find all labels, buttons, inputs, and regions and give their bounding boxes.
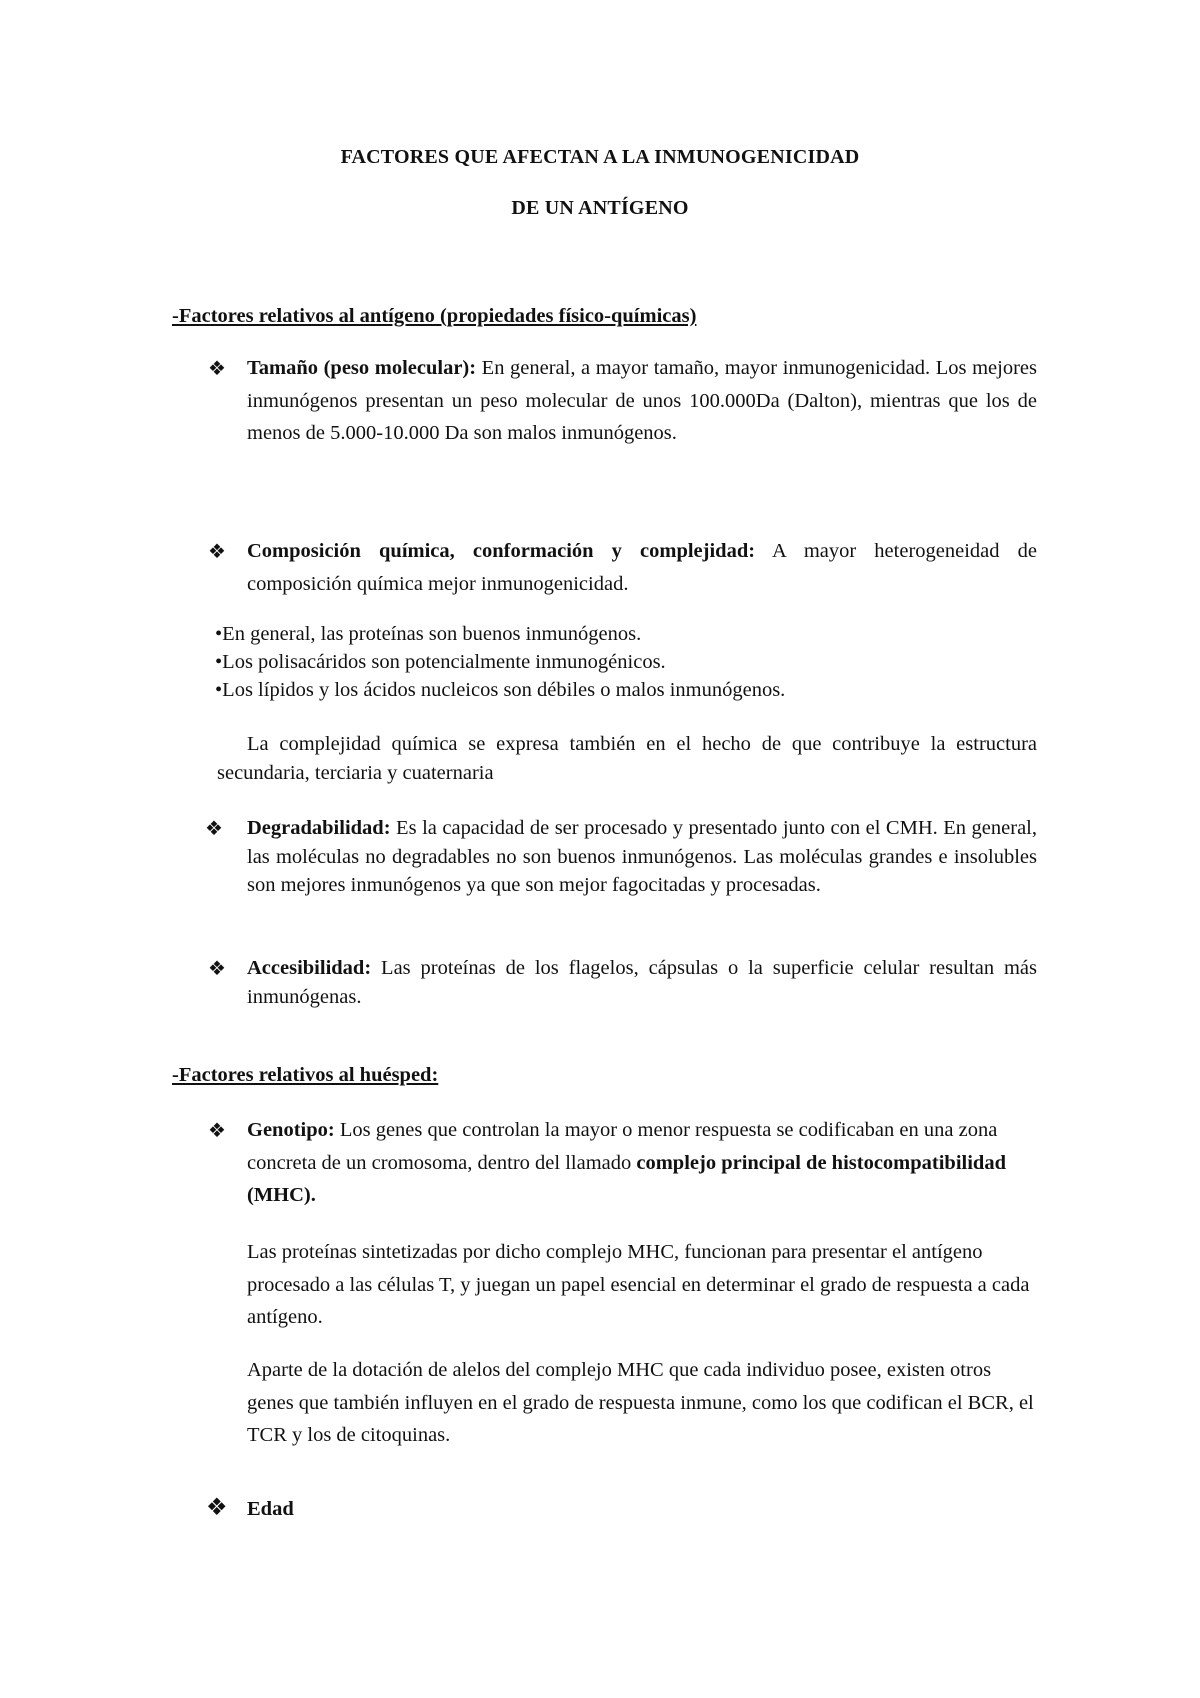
diamond-bullet-icon: ❖	[206, 1495, 228, 1521]
title-line-1: FACTORES QUE AFECTAN A LA INMUNOGENICIDAD	[340, 146, 860, 168]
item-text: Es la capacidad de ser procesado y presentado junto con el CMH. En general, las moléculas no degradables no son buenos inmunógenos. Las moléculas grandes e insolubles son mejores inmunógenos ya que son mejor fagocitadas y procesadas.	[247, 817, 1037, 896]
diamond-bullet-icon: ❖	[208, 358, 226, 380]
title-line-2: DE UN ANTÍGENO	[511, 197, 689, 219]
item-genotipo	[247, 1114, 1037, 1212]
item-term: Genotipo:	[247, 1119, 335, 1141]
diamond-bullet-icon: ❖	[205, 818, 223, 840]
item-term: Accesibilidad:	[247, 957, 372, 979]
item-text: Los genes que controlan la mayor o menor respuesta se codificaban en una zona concreta de un cromosoma, dentro del llamado	[247, 1119, 998, 1174]
genotipo-paragraph-2: Las proteínas sintetizadas por dicho complejo MHC, funcionan para presentar el antígeno procesado a las células T, y juegan un papel esencial en determinar el grado de respuesta a cada antígeno.	[247, 1241, 1030, 1328]
list-item: •Los lípidos y los ácidos nucleicos son débiles o malos inmunógenos.	[215, 679, 786, 701]
item-accesibilidad	[247, 954, 1037, 1011]
item-term: Degradabilidad:	[247, 817, 391, 839]
item-term: Composición química, conformación y complejidad:	[247, 540, 756, 562]
item-text: Las proteínas de los flagelos, cápsulas o la superficie celular resultan más inmunógenas.	[247, 957, 1037, 1008]
item-term: Tamaño (peso molecular):	[247, 357, 477, 379]
diamond-bullet-icon: ❖	[208, 541, 226, 563]
item-tamano	[247, 352, 1037, 450]
item-text: A mayor heterogeneidad de composición química mejor inmunogenicidad.	[247, 540, 1037, 595]
item-bold-end: complejo principal de histocompatibilidad (MHC).	[247, 1151, 1006, 1206]
genotipo-paragraph-3: Aparte de la dotación de alelos del complejo MHC que cada individuo posee, existen otros genes que también influyen en el grado de respuesta inmune, como los que codifican el BCR, el TCR y los de citoquinas.	[247, 1359, 1034, 1446]
section-heading-host: -Factores relativos al huésped:	[172, 1064, 439, 1086]
item-edad: Edad	[247, 1498, 294, 1520]
section-heading-antigen: -Factores relativos al antígeno (propiedades físico-químicas)	[172, 305, 697, 327]
diamond-bullet-icon: ❖	[208, 958, 226, 980]
list-item: •Los polisacáridos son potencialmente inmunogénicos.	[215, 651, 666, 673]
item-text: En general, a mayor tamaño, mayor inmunogenicidad. Los mejores inmunógenos presentan un peso molecular de unos 100.000Da (Dalton), mientras que los de menos de 5.000-10.000 Da son malos inmunógenos.	[247, 357, 1037, 444]
item-degradabilidad	[247, 814, 1037, 900]
complexity-note: La complejidad química se expresa también en el hecho de que contribuye la estructura secundaria, terciaria y cuaternaria	[217, 733, 1037, 784]
diamond-bullet-icon: ❖	[208, 1120, 226, 1142]
item-composicion	[247, 535, 1037, 600]
list-item: •En general, las proteínas son buenos inmunógenos.	[215, 623, 642, 645]
